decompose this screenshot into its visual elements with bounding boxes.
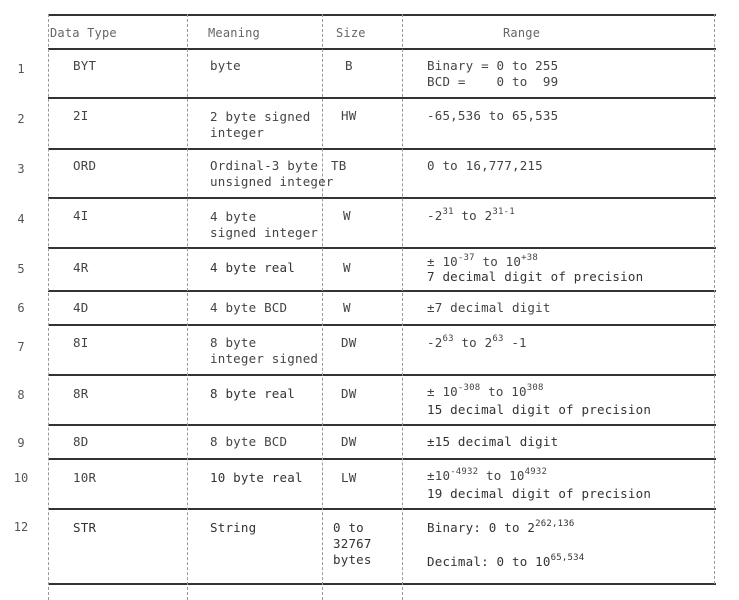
row-rule-9 (48, 458, 716, 460)
row-rule-4 (48, 247, 716, 249)
row-rule-2 (48, 148, 716, 150)
cell-range-line2: 7 decimal digit of precision (427, 269, 644, 284)
cell-meaning-line1: 4 byte (210, 209, 257, 224)
cell-data-type: STR (73, 520, 97, 535)
cell-range-line1 (427, 254, 538, 269)
cell-range-line2: 15 decimal digit of precision (427, 402, 652, 417)
cell-size-line1: 0 to (333, 520, 364, 535)
cell-meaning-line2: integer (210, 125, 265, 140)
cell-meaning-line1: 8 byte (210, 335, 257, 350)
cell-size: TB (331, 158, 347, 173)
row-rule-10 (48, 508, 716, 510)
row-rule-6 (48, 324, 716, 326)
row-number: 7 (17, 340, 25, 354)
row-number: 2 (17, 112, 25, 126)
cell-range: 0 to 16,777,215 (427, 158, 543, 173)
cell-meaning: 4 byte BCD (210, 300, 288, 315)
cell-range-line2 (427, 554, 584, 569)
cell-range-line2: BCD = 0 to 99 (427, 74, 559, 89)
col-divider-range (402, 14, 403, 600)
cell-size-line2: 32767 (333, 536, 372, 551)
cell-data-type: 2I (73, 108, 89, 123)
cell-size: LW (341, 470, 357, 485)
cell-size: DW (341, 335, 357, 350)
cell-data-type: 8R (73, 386, 89, 401)
col-divider-meaning (187, 14, 188, 600)
cell-meaning: String (210, 520, 257, 535)
row-rule-1 (48, 97, 716, 99)
range-formula: Binary: 0 to 2$^{262,136}$ (427, 519, 575, 535)
cell-meaning-line1: Ordinal-3 byte (210, 158, 319, 173)
header-rule (48, 48, 716, 50)
cell-meaning-line2: unsigned integer (210, 174, 334, 189)
row-rule-3 (48, 197, 716, 199)
cell-range-line1 (427, 384, 544, 399)
cell-range-line2: 19 decimal digit of precision (427, 486, 652, 501)
range-formula: ± $10^{-308}$ to $10^{308}$ (427, 383, 544, 399)
cell-range-line1 (427, 520, 575, 535)
cell-meaning-line1: 2 byte signed (210, 109, 311, 124)
row-number: 4 (17, 212, 25, 226)
range-formula: $\pm 10^{-4932}$ to $10^{4932}$ (427, 467, 548, 483)
row-rule-5 (48, 290, 716, 292)
cell-range (427, 208, 515, 223)
cell-size: B (345, 58, 353, 73)
cell-meaning: 10 byte real (210, 470, 303, 485)
cell-data-type: ORD (73, 158, 97, 173)
cell-size-line3: bytes (333, 552, 372, 567)
row-number: 6 (17, 301, 25, 315)
col-divider-left (48, 14, 49, 600)
cell-range: -65,536 to 65,535 (427, 108, 559, 123)
header-size: Size (336, 26, 366, 40)
cell-meaning-line2: signed integer (210, 225, 319, 240)
range-formula: ± $10^{-37}$ to $10^{+38}$ (427, 253, 538, 269)
cell-meaning: byte (210, 58, 241, 73)
cell-range-line1 (427, 468, 547, 483)
cell-range: ±15 decimal digit (427, 434, 559, 449)
cell-range-line1: Binary = 0 to 255 (427, 58, 559, 73)
cell-data-type: 4R (73, 260, 89, 275)
row-number: 10 (13, 471, 29, 485)
cell-size: W (343, 300, 351, 315)
cell-size: DW (341, 386, 357, 401)
range-formula: Decimal: 0 to 10$^{65,534}$ (427, 553, 585, 569)
row-number: 1 (17, 62, 25, 76)
cell-data-type: 10R (73, 470, 97, 485)
cell-size: HW (341, 108, 357, 123)
col-divider-size (322, 14, 323, 600)
cell-data-type: 4D (73, 300, 89, 315)
table-bottom-rule (48, 583, 716, 585)
header-data-type: Data Type (50, 26, 117, 40)
range-formula: $-2^{31}$ to 2$^{31-1}$ (427, 207, 515, 223)
row-rule-8 (48, 424, 716, 426)
cell-data-type: BYT (73, 58, 97, 73)
header-meaning: Meaning (208, 26, 260, 40)
cell-range (427, 335, 527, 350)
row-number: 8 (17, 388, 25, 402)
cell-meaning-line2: integer signed (210, 351, 319, 366)
cell-range: ±7 decimal digit (427, 300, 551, 315)
row-number: 5 (17, 262, 25, 276)
row-number: 12 (13, 520, 29, 534)
cell-data-type: 4I (73, 208, 89, 223)
range-formula: $-2^{63}$ to $2^{63}$ -1 (427, 334, 527, 350)
col-divider-right (714, 14, 715, 584)
table-top-rule (48, 14, 716, 16)
cell-size: W (343, 260, 351, 275)
cell-meaning: 8 byte BCD (210, 434, 288, 449)
cell-size: DW (341, 434, 357, 449)
row-rule-7 (48, 374, 716, 376)
header-range: Range (503, 26, 541, 40)
cell-data-type: 8D (73, 434, 89, 449)
row-number: 3 (17, 162, 25, 176)
cell-size: W (343, 208, 351, 223)
cell-meaning: 4 byte real (210, 260, 295, 275)
cell-meaning: 8 byte real (210, 386, 295, 401)
row-number: 9 (17, 436, 25, 450)
cell-data-type: 8I (73, 335, 89, 350)
